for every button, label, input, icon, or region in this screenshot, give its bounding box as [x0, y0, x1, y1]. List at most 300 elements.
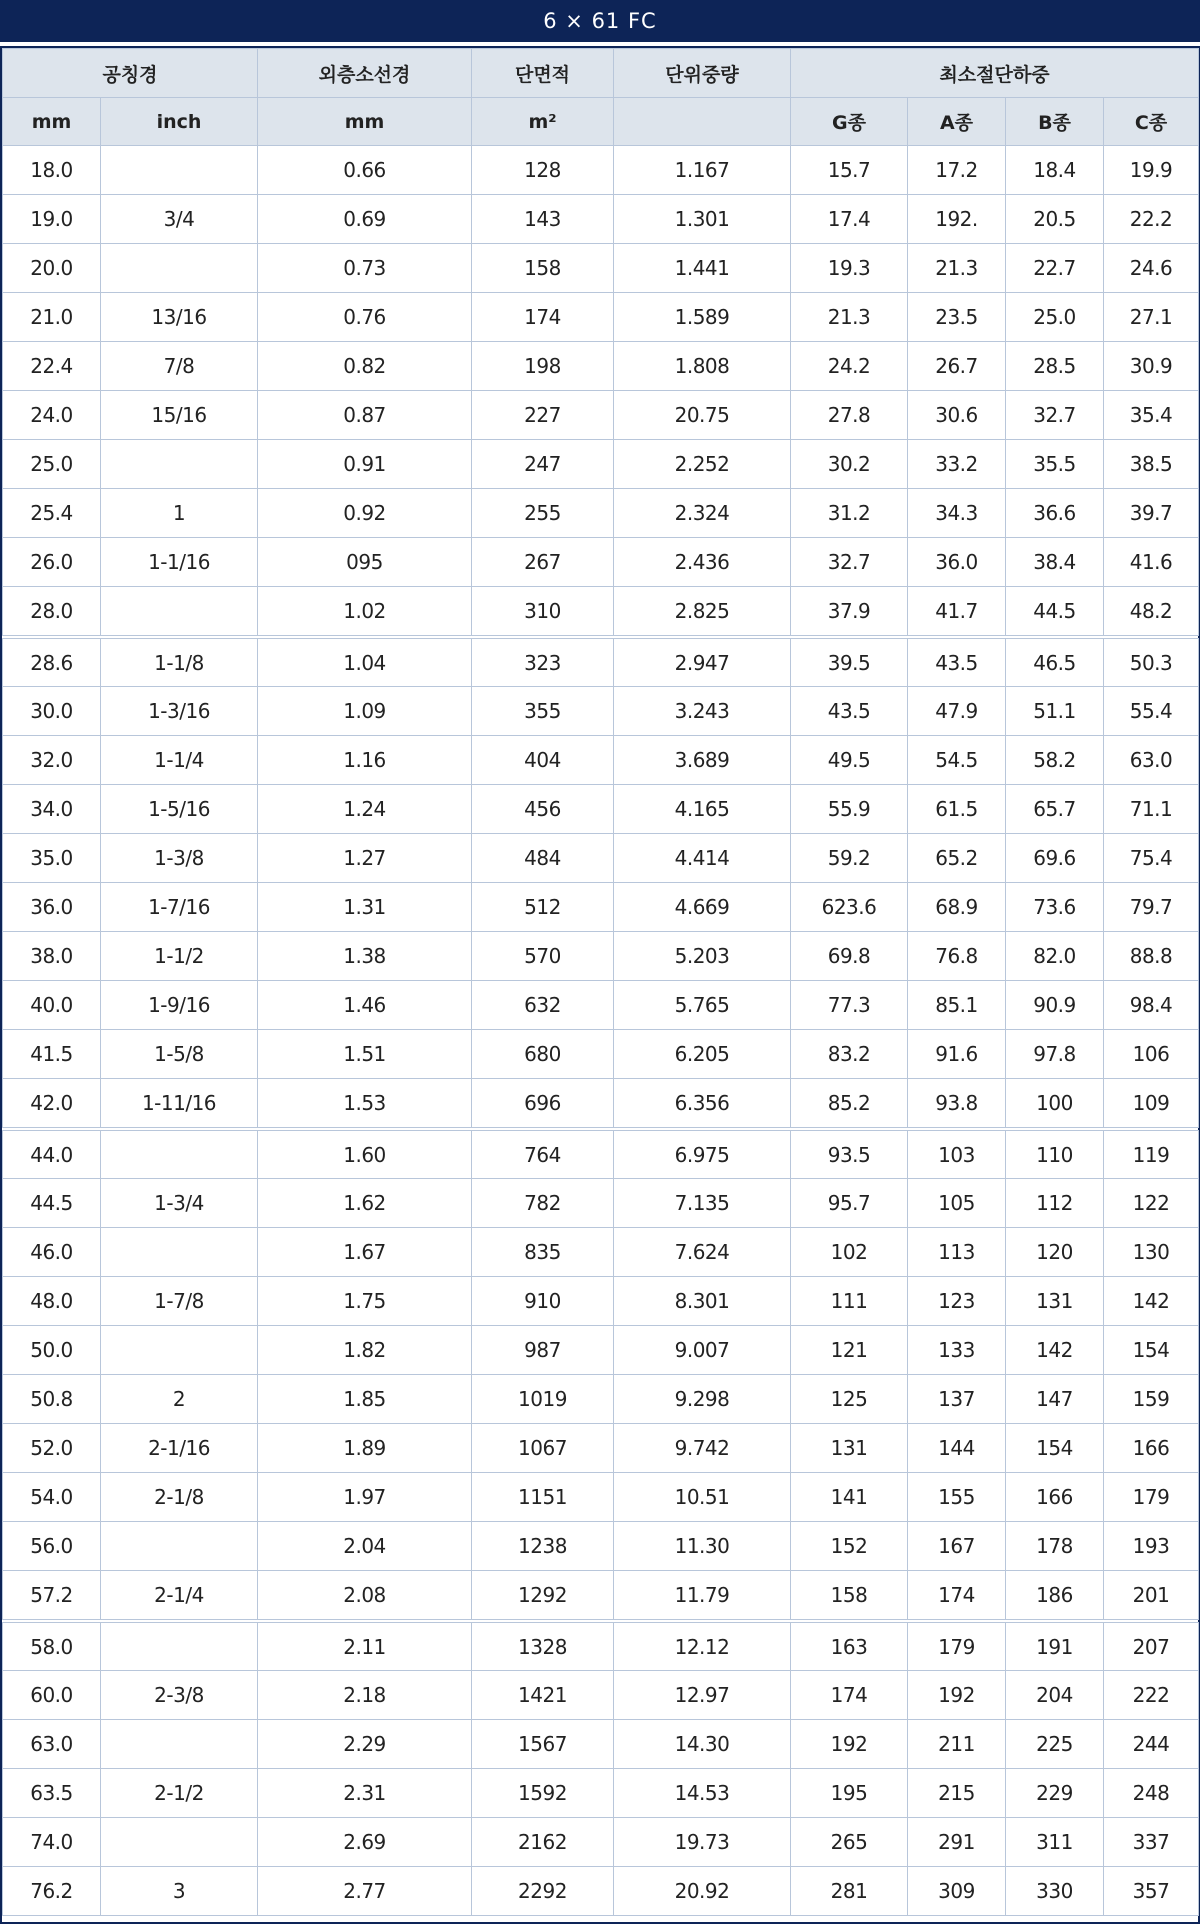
- cell-load-a: 192: [908, 1671, 1006, 1720]
- cell-area: 570: [472, 932, 614, 981]
- cell-load-c: 19.9: [1104, 146, 1199, 195]
- cell-area: 835: [472, 1228, 614, 1277]
- cell-nominal-inch: 1-1/4: [101, 736, 258, 785]
- cell-wire-mm: 0.73: [258, 244, 472, 293]
- cell-load-g: 93.5: [791, 1129, 908, 1179]
- cell-load-g: 192: [791, 1720, 908, 1769]
- cell-wire-mm: 1.60: [258, 1129, 472, 1179]
- cell-load-c: 35.4: [1104, 391, 1199, 440]
- cell-wire-mm: 095: [258, 538, 472, 587]
- cell-nominal-mm: 34.0: [3, 785, 101, 834]
- table-row: [3, 538, 1199, 587]
- cell-area: 1238: [472, 1522, 614, 1571]
- cell-area: 404: [472, 736, 614, 785]
- cell-load-b: 142: [1006, 1326, 1104, 1375]
- cell-load-b: 18.4: [1006, 146, 1104, 195]
- cell-load-a: 144: [908, 1424, 1006, 1473]
- subheader-area-unit: m²: [472, 98, 614, 146]
- cell-load-a: 192.: [908, 195, 1006, 244]
- cell-area: 2162: [472, 1818, 614, 1867]
- table-row: [3, 1326, 1199, 1375]
- cell-load-g: 69.8: [791, 932, 908, 981]
- cell-nominal-mm: 74.0: [3, 1818, 101, 1867]
- table-row: [3, 587, 1199, 638]
- cell-nominal-inch: [101, 440, 258, 489]
- cell-area: 128: [472, 146, 614, 195]
- cell-weight: 1.167: [614, 146, 791, 195]
- cell-nominal-mm: 21.0: [3, 293, 101, 342]
- cell-load-c: 38.5: [1104, 440, 1199, 489]
- cell-load-c: 248: [1104, 1769, 1199, 1818]
- cell-area: 143: [472, 195, 614, 244]
- cell-load-a: 34.3: [908, 489, 1006, 538]
- cell-load-c: 159: [1104, 1375, 1199, 1424]
- cell-load-c: 130: [1104, 1228, 1199, 1277]
- cell-nominal-mm: 50.0: [3, 1326, 101, 1375]
- cell-load-b: 44.5: [1006, 587, 1104, 638]
- cell-load-b: 229: [1006, 1769, 1104, 1818]
- cell-load-b: 147: [1006, 1375, 1104, 1424]
- cell-load-b: 25.0: [1006, 293, 1104, 342]
- cell-load-c: 39.7: [1104, 489, 1199, 538]
- cell-load-b: 58.2: [1006, 736, 1104, 785]
- cell-nominal-inch: 1-3/16: [101, 687, 258, 736]
- cell-load-a: 41.7: [908, 587, 1006, 638]
- cell-load-g: 121: [791, 1326, 908, 1375]
- cell-load-a: 43.5: [908, 637, 1006, 687]
- cell-area: 174: [472, 293, 614, 342]
- cell-wire-mm: 0.69: [258, 195, 472, 244]
- cell-area: 782: [472, 1179, 614, 1228]
- table-row: [3, 1030, 1199, 1079]
- cell-wire-mm: 1.75: [258, 1277, 472, 1326]
- cell-weight: 7.135: [614, 1179, 791, 1228]
- table-row: [3, 440, 1199, 489]
- table-title: 6 × 61 FC: [0, 0, 1200, 42]
- table-row: [3, 687, 1199, 736]
- cell-load-a: 123: [908, 1277, 1006, 1326]
- cell-area: 255: [472, 489, 614, 538]
- cell-area: 512: [472, 883, 614, 932]
- cell-area: 680: [472, 1030, 614, 1079]
- cell-wire-mm: 0.66: [258, 146, 472, 195]
- table-row: [3, 1671, 1199, 1720]
- cell-nominal-mm: 20.0: [3, 244, 101, 293]
- cell-wire-mm: 1.51: [258, 1030, 472, 1079]
- cell-load-b: 204: [1006, 1671, 1104, 1720]
- cell-weight: 2.947: [614, 637, 791, 687]
- cell-nominal-inch: 1-5/8: [101, 1030, 258, 1079]
- table-row: [3, 637, 1199, 687]
- cell-load-b: 38.4: [1006, 538, 1104, 587]
- cell-load-b: 36.6: [1006, 489, 1104, 538]
- cell-wire-mm: 1.62: [258, 1179, 472, 1228]
- cell-load-b: 186: [1006, 1571, 1104, 1622]
- cell-load-c: 71.1: [1104, 785, 1199, 834]
- cell-load-b: 32.7: [1006, 391, 1104, 440]
- cell-area: 227: [472, 391, 614, 440]
- cell-nominal-inch: 3: [101, 1867, 258, 1916]
- table-row: [3, 489, 1199, 538]
- cell-nominal-mm: 63.5: [3, 1769, 101, 1818]
- cell-load-g: 265: [791, 1818, 908, 1867]
- cell-load-g: 37.9: [791, 587, 908, 638]
- cell-load-b: 20.5: [1006, 195, 1104, 244]
- cell-load-c: 193: [1104, 1522, 1199, 1571]
- cell-load-c: 24.6: [1104, 244, 1199, 293]
- cell-load-g: 19.3: [791, 244, 908, 293]
- cell-weight: 20.92: [614, 1867, 791, 1916]
- cell-load-b: 73.6: [1006, 883, 1104, 932]
- table-row: [3, 1867, 1199, 1916]
- table-row: [3, 1375, 1199, 1424]
- table-row: [3, 293, 1199, 342]
- cell-load-c: 166: [1104, 1424, 1199, 1473]
- cell-nominal-mm: 32.0: [3, 736, 101, 785]
- cell-load-b: 46.5: [1006, 637, 1104, 687]
- cell-load-g: 281: [791, 1867, 908, 1916]
- cell-area: 764: [472, 1129, 614, 1179]
- cell-wire-mm: 1.53: [258, 1079, 472, 1130]
- cell-weight: 9.007: [614, 1326, 791, 1375]
- cell-load-b: 110: [1006, 1129, 1104, 1179]
- cell-wire-mm: 0.82: [258, 342, 472, 391]
- cell-load-g: 111: [791, 1277, 908, 1326]
- cell-load-b: 330: [1006, 1867, 1104, 1916]
- cell-load-g: 31.2: [791, 489, 908, 538]
- cell-area: 696: [472, 1079, 614, 1130]
- cell-weight: 10.51: [614, 1473, 791, 1522]
- cell-nominal-inch: [101, 1818, 258, 1867]
- cell-nominal-mm: 42.0: [3, 1079, 101, 1130]
- cell-load-b: 120: [1006, 1228, 1104, 1277]
- cell-load-a: 137: [908, 1375, 1006, 1424]
- cell-area: 267: [472, 538, 614, 587]
- cell-load-g: 55.9: [791, 785, 908, 834]
- cell-load-c: 357: [1104, 1867, 1199, 1916]
- cell-area: 1019: [472, 1375, 614, 1424]
- cell-load-c: 106: [1104, 1030, 1199, 1079]
- table-row: [3, 785, 1199, 834]
- cell-load-g: 152: [791, 1522, 908, 1571]
- cell-load-a: 23.5: [908, 293, 1006, 342]
- cell-wire-mm: 2.04: [258, 1522, 472, 1571]
- header-min-breaking-load: 최소절단하중: [791, 49, 1199, 98]
- cell-nominal-inch: [101, 1621, 258, 1671]
- cell-wire-mm: 0.92: [258, 489, 472, 538]
- cell-nominal-mm: 19.0: [3, 195, 101, 244]
- cell-wire-mm: 1.82: [258, 1326, 472, 1375]
- cell-weight: 2.252: [614, 440, 791, 489]
- cell-nominal-mm: 36.0: [3, 883, 101, 932]
- cell-load-c: 142: [1104, 1277, 1199, 1326]
- table-row: [3, 1228, 1199, 1277]
- cell-load-c: 48.2: [1104, 587, 1199, 638]
- cell-weight: 3.243: [614, 687, 791, 736]
- cell-nominal-mm: 56.0: [3, 1522, 101, 1571]
- cell-load-c: 222: [1104, 1671, 1199, 1720]
- cell-nominal-mm: 63.0: [3, 1720, 101, 1769]
- subheader-grade-g: G종: [791, 98, 908, 146]
- table-row: [3, 244, 1199, 293]
- cell-weight: 5.765: [614, 981, 791, 1030]
- cell-nominal-inch: 1-11/16: [101, 1079, 258, 1130]
- subheader-grade-b: B종: [1006, 98, 1104, 146]
- cell-load-c: 337: [1104, 1818, 1199, 1867]
- cell-load-a: 291: [908, 1818, 1006, 1867]
- cell-load-a: 85.1: [908, 981, 1006, 1030]
- cell-wire-mm: 1.89: [258, 1424, 472, 1473]
- subheader-grade-a: A종: [908, 98, 1006, 146]
- cell-load-c: 207: [1104, 1621, 1199, 1671]
- spec-table-frame: [0, 46, 1200, 1924]
- cell-load-a: 105: [908, 1179, 1006, 1228]
- table-row: [3, 1818, 1199, 1867]
- table-row: [3, 1720, 1199, 1769]
- cell-wire-mm: 1.67: [258, 1228, 472, 1277]
- cell-load-a: 167: [908, 1522, 1006, 1571]
- cell-load-b: 311: [1006, 1818, 1104, 1867]
- cell-area: 1067: [472, 1424, 614, 1473]
- cell-load-g: 15.7: [791, 146, 908, 195]
- cell-area: 1421: [472, 1671, 614, 1720]
- cell-load-g: 77.3: [791, 981, 908, 1030]
- cell-nominal-mm: 38.0: [3, 932, 101, 981]
- cell-area: 1592: [472, 1769, 614, 1818]
- header-nominal-diameter: 공칭경: [3, 49, 258, 98]
- cell-load-b: 35.5: [1006, 440, 1104, 489]
- subheader-grade-c: C종: [1104, 98, 1199, 146]
- cell-load-c: 154: [1104, 1326, 1199, 1375]
- cell-load-g: 17.4: [791, 195, 908, 244]
- cell-load-g: 131: [791, 1424, 908, 1473]
- cell-nominal-inch: 1-7/8: [101, 1277, 258, 1326]
- cell-area: 2292: [472, 1867, 614, 1916]
- cell-load-b: 51.1: [1006, 687, 1104, 736]
- cell-wire-mm: 1.46: [258, 981, 472, 1030]
- cell-load-c: 109: [1104, 1079, 1199, 1130]
- cell-weight: 8.301: [614, 1277, 791, 1326]
- cell-load-g: 125: [791, 1375, 908, 1424]
- cell-weight: 14.53: [614, 1769, 791, 1818]
- cell-load-a: 133: [908, 1326, 1006, 1375]
- cell-nominal-inch: 2: [101, 1375, 258, 1424]
- cell-load-g: 43.5: [791, 687, 908, 736]
- cell-load-b: 65.7: [1006, 785, 1104, 834]
- cell-load-a: 54.5: [908, 736, 1006, 785]
- table-row: [3, 1571, 1199, 1622]
- cell-area: 456: [472, 785, 614, 834]
- cell-load-a: 68.9: [908, 883, 1006, 932]
- cell-wire-mm: 2.69: [258, 1818, 472, 1867]
- cell-wire-mm: 1.02: [258, 587, 472, 638]
- cell-wire-mm: 2.29: [258, 1720, 472, 1769]
- cell-wire-mm: 1.97: [258, 1473, 472, 1522]
- cell-load-a: 65.2: [908, 834, 1006, 883]
- cell-weight: 2.324: [614, 489, 791, 538]
- cell-load-c: 179: [1104, 1473, 1199, 1522]
- cell-area: 198: [472, 342, 614, 391]
- cell-load-a: 36.0: [908, 538, 1006, 587]
- cell-load-a: 26.7: [908, 342, 1006, 391]
- cell-nominal-inch: 15/16: [101, 391, 258, 440]
- cell-nominal-mm: 46.0: [3, 1228, 101, 1277]
- cell-nominal-mm: 40.0: [3, 981, 101, 1030]
- cell-nominal-inch: [101, 1522, 258, 1571]
- cell-load-a: 113: [908, 1228, 1006, 1277]
- cell-load-b: 100: [1006, 1079, 1104, 1130]
- cell-load-g: 95.7: [791, 1179, 908, 1228]
- cell-load-b: 112: [1006, 1179, 1104, 1228]
- cell-nominal-inch: 1-7/16: [101, 883, 258, 932]
- cell-weight: 9.742: [614, 1424, 791, 1473]
- cell-wire-mm: 1.24: [258, 785, 472, 834]
- cell-load-c: 79.7: [1104, 883, 1199, 932]
- cell-wire-mm: 1.38: [258, 932, 472, 981]
- cell-nominal-inch: [101, 1720, 258, 1769]
- header-unit-weight: 단위중량: [614, 49, 791, 98]
- table-body: [3, 146, 1199, 1916]
- cell-load-a: 47.9: [908, 687, 1006, 736]
- cell-load-c: 244: [1104, 1720, 1199, 1769]
- cell-load-b: 131: [1006, 1277, 1104, 1326]
- table-row: [3, 195, 1199, 244]
- cell-nominal-mm: 44.5: [3, 1179, 101, 1228]
- cell-load-g: 32.7: [791, 538, 908, 587]
- cell-load-g: 59.2: [791, 834, 908, 883]
- cell-nominal-inch: [101, 1326, 258, 1375]
- cell-nominal-mm: 28.6: [3, 637, 101, 687]
- cell-load-b: 154: [1006, 1424, 1104, 1473]
- cell-wire-mm: 2.18: [258, 1671, 472, 1720]
- cell-weight: 11.30: [614, 1522, 791, 1571]
- cell-load-a: 215: [908, 1769, 1006, 1818]
- cell-weight: 3.689: [614, 736, 791, 785]
- cell-area: 1151: [472, 1473, 614, 1522]
- cell-nominal-mm: 48.0: [3, 1277, 101, 1326]
- cell-nominal-mm: 52.0: [3, 1424, 101, 1473]
- cell-load-a: 91.6: [908, 1030, 1006, 1079]
- cell-nominal-mm: 28.0: [3, 587, 101, 638]
- cell-weight: 7.624: [614, 1228, 791, 1277]
- cell-load-g: 30.2: [791, 440, 908, 489]
- cell-nominal-inch: [101, 1129, 258, 1179]
- cell-weight: 4.669: [614, 883, 791, 932]
- cell-weight: 6.205: [614, 1030, 791, 1079]
- cell-wire-mm: 1.09: [258, 687, 472, 736]
- cell-wire-mm: 1.04: [258, 637, 472, 687]
- table-row: [3, 391, 1199, 440]
- table-row: [3, 1473, 1199, 1522]
- cell-weight: 9.298: [614, 1375, 791, 1424]
- subheader-weight-unit: [614, 98, 791, 146]
- subheader-nominal-mm: mm: [3, 98, 101, 146]
- cell-weight: 1.589: [614, 293, 791, 342]
- cell-wire-mm: 1.31: [258, 883, 472, 932]
- cell-nominal-inch: [101, 1228, 258, 1277]
- cell-load-g: 39.5: [791, 637, 908, 687]
- table-row: [3, 883, 1199, 932]
- cell-load-g: 102: [791, 1228, 908, 1277]
- cell-wire-mm: 2.11: [258, 1621, 472, 1671]
- cell-weight: 1.808: [614, 342, 791, 391]
- cell-nominal-inch: 1-3/4: [101, 1179, 258, 1228]
- cell-nominal-inch: [101, 146, 258, 195]
- table-row: [3, 834, 1199, 883]
- cell-nominal-mm: 25.4: [3, 489, 101, 538]
- cell-nominal-mm: 41.5: [3, 1030, 101, 1079]
- cell-load-c: 75.4: [1104, 834, 1199, 883]
- cell-load-c: 98.4: [1104, 981, 1199, 1030]
- cell-nominal-mm: 54.0: [3, 1473, 101, 1522]
- cell-weight: 14.30: [614, 1720, 791, 1769]
- cell-weight: 4.165: [614, 785, 791, 834]
- cell-load-c: 201: [1104, 1571, 1199, 1622]
- cell-load-a: 309: [908, 1867, 1006, 1916]
- cell-load-c: 41.6: [1104, 538, 1199, 587]
- cell-load-b: 225: [1006, 1720, 1104, 1769]
- cell-weight: 19.73: [614, 1818, 791, 1867]
- cell-weight: 2.436: [614, 538, 791, 587]
- wire-rope-spec-table: [2, 48, 1199, 1916]
- cell-load-b: 22.7: [1006, 244, 1104, 293]
- cell-load-a: 93.8: [908, 1079, 1006, 1130]
- cell-nominal-inch: 1-5/16: [101, 785, 258, 834]
- cell-weight: 4.414: [614, 834, 791, 883]
- cell-area: 355: [472, 687, 614, 736]
- cell-nominal-mm: 57.2: [3, 1571, 101, 1622]
- table-row: [3, 1769, 1199, 1818]
- cell-load-g: 163: [791, 1621, 908, 1671]
- cell-load-b: 90.9: [1006, 981, 1104, 1030]
- table-row: [3, 1277, 1199, 1326]
- table-row: [3, 1621, 1199, 1671]
- cell-area: 323: [472, 637, 614, 687]
- cell-load-g: 27.8: [791, 391, 908, 440]
- cell-nominal-mm: 25.0: [3, 440, 101, 489]
- cell-nominal-inch: [101, 587, 258, 638]
- cell-nominal-mm: 30.0: [3, 687, 101, 736]
- cell-weight: 6.356: [614, 1079, 791, 1130]
- cell-weight: 2.825: [614, 587, 791, 638]
- subheader-nominal-inch: inch: [101, 98, 258, 146]
- cell-wire-mm: 0.91: [258, 440, 472, 489]
- cell-wire-mm: 2.08: [258, 1571, 472, 1622]
- cell-nominal-inch: 1-3/8: [101, 834, 258, 883]
- cell-weight: 12.12: [614, 1621, 791, 1671]
- table-row: [3, 1129, 1199, 1179]
- cell-nominal-mm: 26.0: [3, 538, 101, 587]
- cell-nominal-inch: 1: [101, 489, 258, 538]
- cell-load-a: 21.3: [908, 244, 1006, 293]
- cell-weight: 12.97: [614, 1671, 791, 1720]
- cell-wire-mm: 1.85: [258, 1375, 472, 1424]
- cell-area: 910: [472, 1277, 614, 1326]
- cell-wire-mm: 1.16: [258, 736, 472, 785]
- cell-weight: 1.301: [614, 195, 791, 244]
- cell-load-g: 195: [791, 1769, 908, 1818]
- cell-load-a: 155: [908, 1473, 1006, 1522]
- cell-nominal-mm: 60.0: [3, 1671, 101, 1720]
- cell-wire-mm: 0.87: [258, 391, 472, 440]
- cell-nominal-inch: 13/16: [101, 293, 258, 342]
- cell-load-g: 49.5: [791, 736, 908, 785]
- table-row: [3, 932, 1199, 981]
- cell-nominal-inch: 2-1/8: [101, 1473, 258, 1522]
- cell-load-a: 76.8: [908, 932, 1006, 981]
- table-row: [3, 1424, 1199, 1473]
- cell-load-b: 178: [1006, 1522, 1104, 1571]
